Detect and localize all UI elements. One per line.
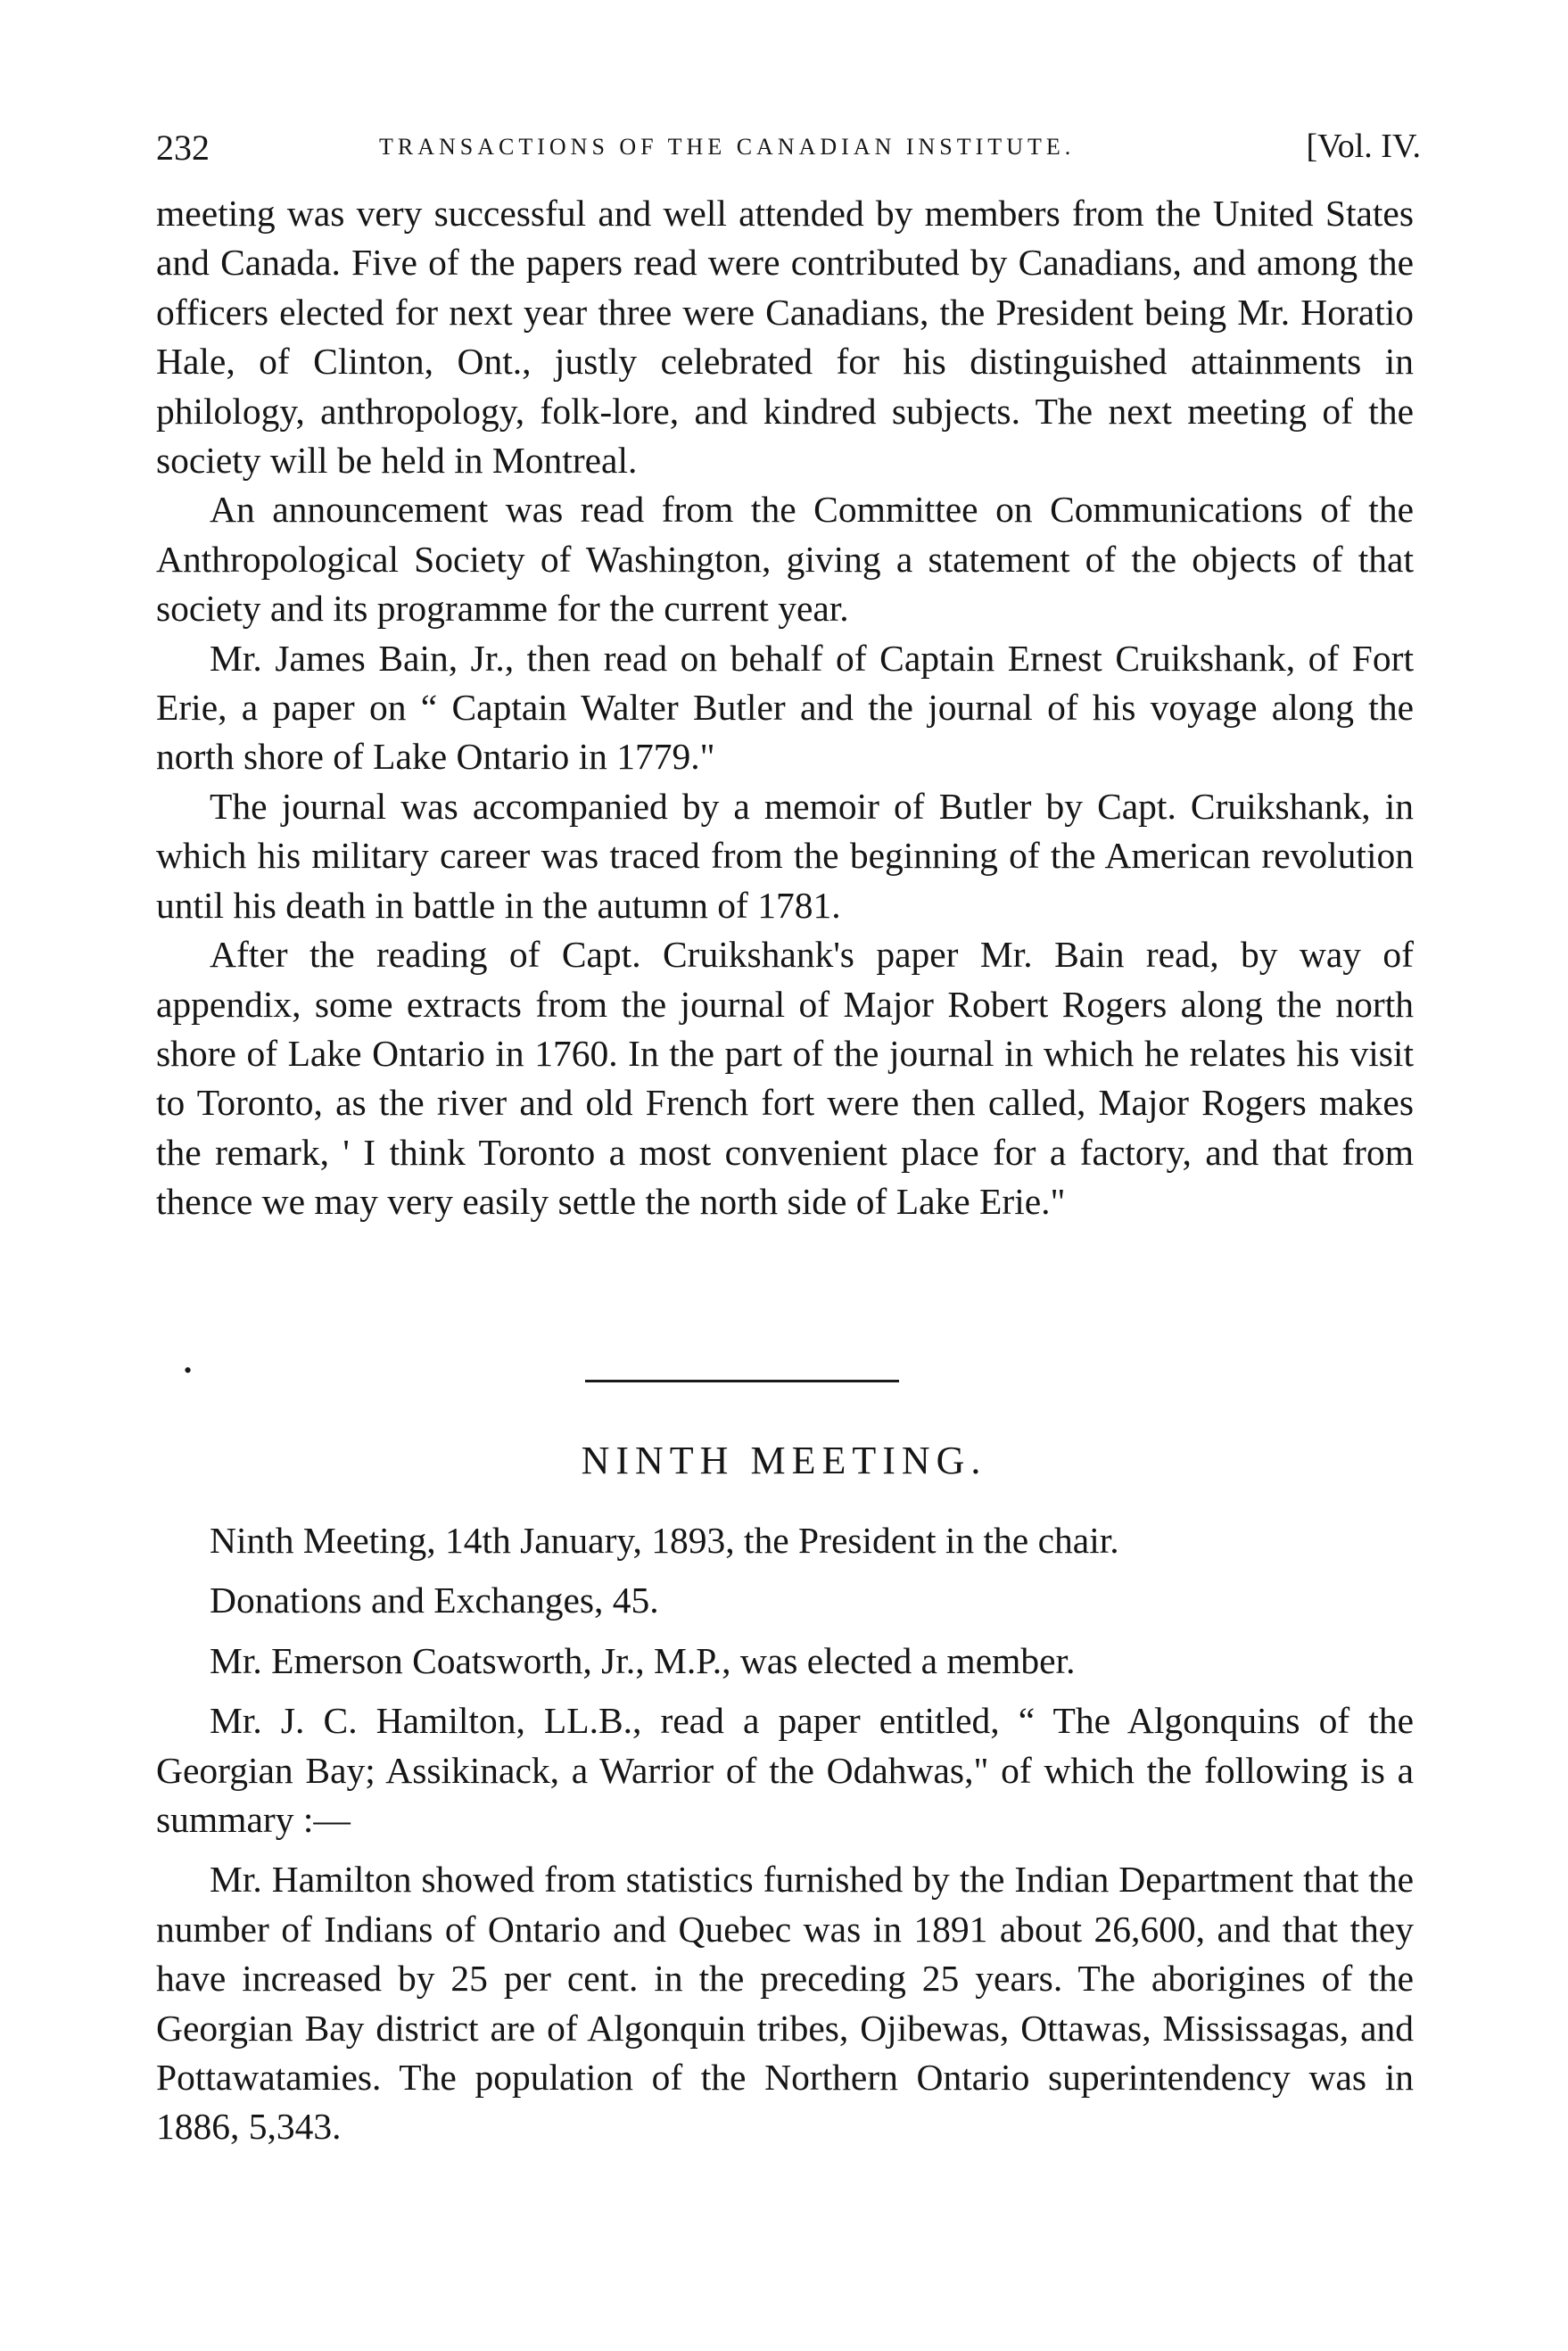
paragraph: Mr. James Bain, Jr., then read on behalf of Captain Ernest Cruikshank, of Fort Erie, a paper on “ Captain Walter Butler and the journal of his voyage along the north shore of Lake Ontario in 1779." xyxy=(156,637,1414,778)
running-title: TRANSACTIONS OF THE CANADIAN INSTITUTE. xyxy=(379,134,1076,160)
paragraph: Mr. Emerson Coatsworth, Jr., M.P., was elected a member. xyxy=(210,1639,1076,1681)
paragraph: meeting was very successful and well attended by members from the United States and Canada. Five of the papers read were contributed by Canadians, and among the officers elected for next year three were Canadians, the President being Mr. Horatio Hale, of Clinton, Ont., justly celebrated for his distinguished attainments in philology, anthropology, folk-lore, and kindred subjects. The next meeting of the society will be held in Montreal. xyxy=(156,193,1414,482)
paragraph: Mr. Hamilton showed from statistics furnished by the Indian Department that the number of Indians of Ontario and Quebec was in 1891 about 26,600, and that they have increased by 25 per cent. in the preceding 25 years. The aborigines of the Georgian Bay district are of Algonquin tribes, Ojibewas, Ottawas, Mississagas, and Pottawatamies. The population of the Northern Ontario superintendency was in 1886, 5,343. xyxy=(156,1859,1414,2148)
paragraph: Mr. J. C. Hamilton, LL.B., read a paper entitled, “ The Algonquins of the Georgian Bay; Assikinack, a Warrior of the Odahwas," of which the following is a summary :— xyxy=(156,1700,1414,1841)
bullet-mark: • xyxy=(184,1357,193,1383)
volume-label: [Vol. IV. xyxy=(1306,128,1421,165)
section-divider-rule xyxy=(585,1380,899,1382)
continued-section xyxy=(156,189,1414,1227)
paragraph: After the reading of Capt. Cruikshank's paper Mr. Bain read, by way of appendix, some extracts from the journal of Major Robert Rogers along the north shore of Lake Ontario in 1760. In the part of the journal in which he relates his visit to Toronto, as the river and old French fort were then called, Major Rogers makes the remark, ' I think Toronto a most convenient place for a factory, and that from thence we may very easily settle the north side of Lake Erie." xyxy=(156,934,1414,1223)
paragraph: Ninth Meeting, 14th January, 1893, the President in the chair. xyxy=(210,1520,1119,1561)
paragraph: Donations and Exchanges, 45. xyxy=(210,1580,659,1621)
page-number: 232 xyxy=(156,128,210,168)
page-header xyxy=(156,127,1421,180)
paragraph: The journal was accompanied by a memoir of Butler by Capt. Cruikshank, in which his military career was traced from the beginning of the American revolution until his death in battle in the autumn of 1781. xyxy=(156,785,1414,926)
paragraph: An announcement was read from the Committee on Communications of the Anthropological Society of Washington, giving a statement of the objects of that society and its programme for the current year. xyxy=(156,489,1414,630)
section-heading: NINTH MEETING. xyxy=(581,1439,987,1482)
ninth-meeting-section xyxy=(156,1516,1414,2152)
